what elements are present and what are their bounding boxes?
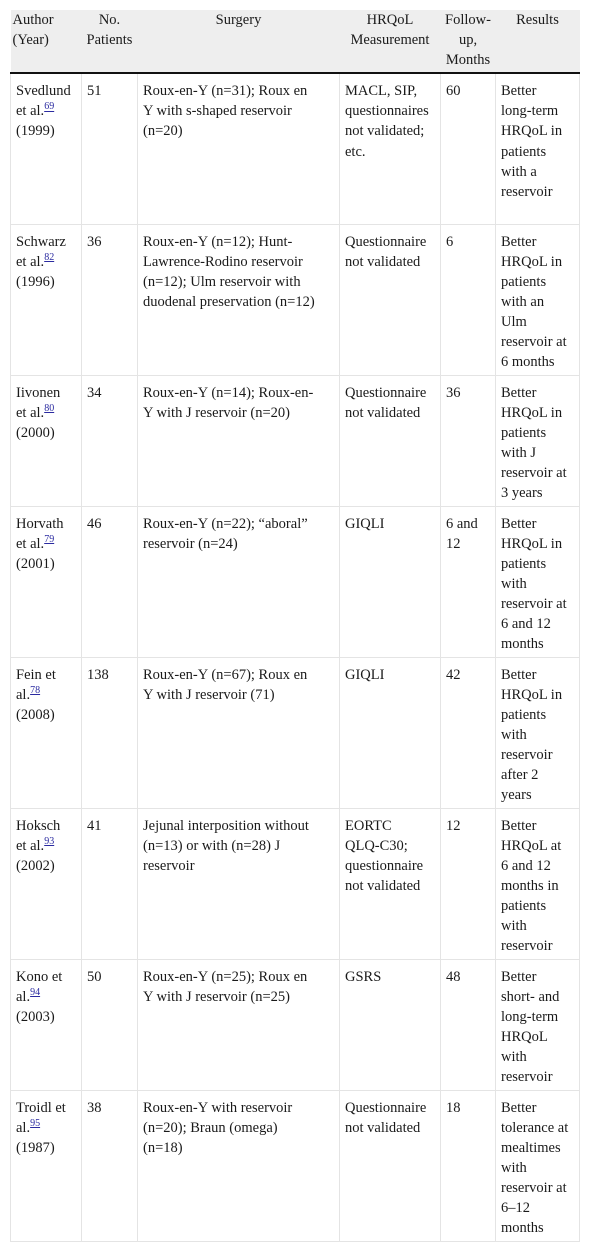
author-cell	[11, 808, 82, 959]
table-header	[11, 10, 580, 73]
followup-cell: 36	[441, 375, 496, 506]
reference-link[interactable]: 79	[44, 534, 55, 546]
measurement-cell: GSRS	[340, 959, 441, 1090]
followup-cell: 60	[441, 73, 496, 224]
author-cell	[11, 959, 82, 1090]
results-cell: Better long-term HRQoL in patients with a reservoir	[496, 73, 580, 224]
results-cell: Better tolerance at mealtimes with reservoir at 6–12 months	[496, 1090, 580, 1241]
measurement-cell: EORTC QLQ-C30; questionnaire not validated	[340, 808, 441, 959]
author-year: (2000)	[16, 424, 55, 441]
followup-cell: 48	[441, 959, 496, 1090]
patients-cell: 38	[82, 1090, 138, 1241]
author-cell	[11, 506, 82, 657]
header-patients: No. Patients	[82, 10, 138, 73]
author-cell	[11, 224, 82, 375]
author-name: Horvath	[16, 515, 64, 532]
results-cell: Better HRQoL in patients with J reservoir at 3 years	[496, 375, 580, 506]
author-etal: al.	[16, 1119, 31, 1136]
author-cell	[11, 1090, 82, 1241]
results-cell: Better HRQoL at 6 and 12 months in patients with reservoir	[496, 808, 580, 959]
reference-link[interactable]: 69	[44, 101, 55, 113]
table-row	[11, 73, 580, 224]
measurement-cell: GIQLI	[340, 506, 441, 657]
reference-link[interactable]: 82	[44, 252, 55, 264]
patients-cell: 41	[82, 808, 138, 959]
author-cell	[11, 657, 82, 808]
surgery-cell: Roux-en-Y (n=14); Roux-en- Y with J reservoir (n=20)	[138, 375, 340, 506]
author-etal: et al.	[16, 837, 45, 854]
author-name: Hoksch	[16, 817, 61, 834]
author-cell	[11, 375, 82, 506]
measurement-cell: Questionnaire not validated	[340, 1090, 441, 1241]
author-name: Svedlund	[16, 83, 71, 100]
header-measurement: HRQoL Measurement	[340, 10, 441, 73]
followup-cell: 18	[441, 1090, 496, 1241]
author-year: (1987)	[16, 1139, 55, 1156]
author-name: Schwarz	[16, 233, 66, 250]
table-row	[11, 808, 580, 959]
author-year: (2002)	[16, 857, 55, 874]
patients-cell: 138	[82, 657, 138, 808]
studies-table	[10, 10, 580, 1242]
table-row	[11, 657, 580, 808]
followup-cell: 12	[441, 808, 496, 959]
results-cell: Better HRQoL in patients with reservoir at 6 and 12 months	[496, 506, 580, 657]
table-row	[11, 506, 580, 657]
author-etal: al.	[16, 686, 31, 703]
measurement-cell: GIQLI	[340, 657, 441, 808]
author-year: (2008)	[16, 706, 55, 723]
reference-link[interactable]: 78	[30, 685, 41, 697]
patients-cell: 36	[82, 224, 138, 375]
followup-cell: 42	[441, 657, 496, 808]
author-cell	[11, 73, 82, 224]
surgery-cell: Roux-en-Y (n=25); Roux en Y with J reservoir (n=25)	[138, 959, 340, 1090]
surgery-cell: Roux-en-Y (n=12); Hunt- Lawrence-Rodino reservoir (n=12); Ulm reservoir with duodenal preservation (n=12)	[138, 224, 340, 375]
header-results: Results	[496, 10, 580, 73]
author-etal: et al.	[16, 535, 45, 552]
reference-link[interactable]: 93	[44, 836, 55, 848]
surgery-cell: Roux-en-Y (n=67); Roux en Y with J reservoir (71)	[138, 657, 340, 808]
author-name: Kono et	[16, 968, 63, 985]
author-etal: et al.	[16, 103, 45, 120]
author-year: (2003)	[16, 1008, 55, 1025]
table-row	[11, 959, 580, 1090]
followup-cell: 6 and 12	[441, 506, 496, 657]
table-body	[11, 73, 580, 1241]
header-surgery: Surgery	[138, 10, 340, 73]
results-cell: Better HRQoL in patients with an Ulm reservoir at 6 months	[496, 224, 580, 375]
patients-cell: 51	[82, 73, 138, 224]
patients-cell: 50	[82, 959, 138, 1090]
patients-cell: 46	[82, 506, 138, 657]
author-year: (1996)	[16, 273, 55, 290]
table-row	[11, 1090, 580, 1241]
author-etal: al.	[16, 988, 31, 1005]
author-year: (2001)	[16, 555, 55, 572]
header-followup: Follow- up, Months	[441, 10, 496, 73]
header-author: Author (Year)	[11, 10, 82, 73]
table-row	[11, 224, 580, 375]
reference-link[interactable]: 80	[44, 403, 55, 415]
header-row	[11, 10, 580, 73]
measurement-cell: Questionnaire not validated	[340, 224, 441, 375]
author-etal: et al.	[16, 253, 45, 270]
surgery-cell: Roux-en-Y (n=22); “aboral” reservoir (n=24)	[138, 506, 340, 657]
reference-link[interactable]: 95	[30, 1118, 41, 1130]
author-name: Fein et	[16, 666, 56, 683]
results-cell: Better short- and long-term HRQoL with reservoir	[496, 959, 580, 1090]
author-name: Iivonen	[16, 384, 61, 401]
surgery-cell: Jejunal interposition without (n=13) or with (n=28) J reservoir	[138, 808, 340, 959]
surgery-cell: Roux-en-Y with reservoir (n=20); Braun (omega) (n=18)	[138, 1090, 340, 1241]
author-name: Troidl et	[16, 1099, 66, 1116]
author-year: (1999)	[16, 123, 55, 140]
author-etal: et al.	[16, 404, 45, 421]
surgery-cell: Roux-en-Y (n=31); Roux en Y with s-shaped reservoir (n=20)	[138, 73, 340, 224]
measurement-cell: Questionnaire not validated	[340, 375, 441, 506]
results-cell: Better HRQoL in patients with reservoir after 2 years	[496, 657, 580, 808]
table-row	[11, 375, 580, 506]
reference-link[interactable]: 94	[30, 987, 41, 999]
followup-cell: 6	[441, 224, 496, 375]
measurement-cell: MACL, SIP, questionnaires not validated; etc.	[340, 73, 441, 224]
patients-cell: 34	[82, 375, 138, 506]
